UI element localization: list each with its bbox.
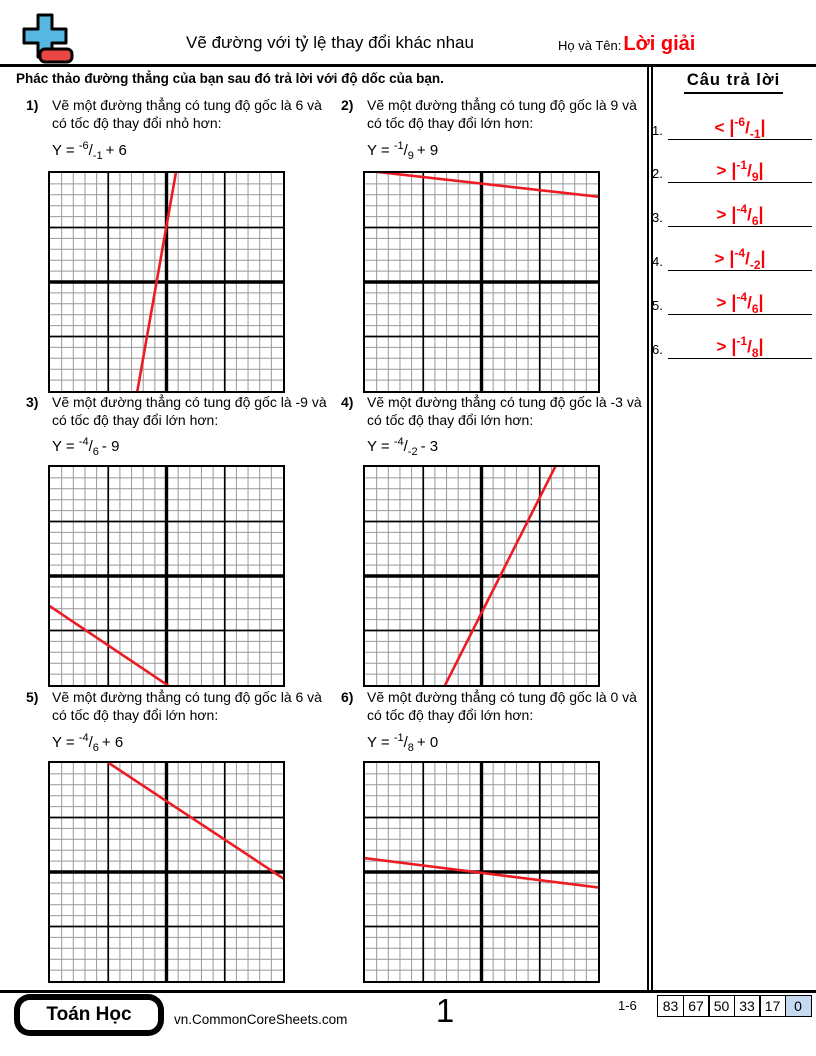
answer-number: 1. [652,123,663,138]
problem-number: 3) [26,394,39,410]
problem-equation: $Y = ^{-4}/_6 - 9$ [52,436,120,458]
problem-number: 6) [341,689,354,705]
minus-icon [40,49,72,62]
answer-value-1: < $|^{-6}/_{-1}|$ [714,115,766,141]
graph-grid-3 [48,465,285,687]
graph-grid-6 [363,761,600,983]
score-table [657,995,812,1017]
answer-value-2: > $|^{-1}/_9|$ [716,158,764,184]
instruction-text: Phác thảo đường thẳng của bạn sau đó trả lời với độ dốc của bạn. [16,71,444,86]
subject-badge-label: Toán Học [18,998,160,1032]
answer-number: 2. [652,166,663,181]
problem-number: 5) [26,689,39,705]
page-title: Vẽ đường với tỷ lệ thay đổi khác nhau [186,33,474,52]
answers-header: Câu trả lời [655,71,812,94]
score-range-label: 1-6 [618,998,637,1013]
answer-number: 5. [652,298,663,313]
answer-number: 4. [652,254,663,269]
problem-equation: $Y = ^{-1}/_8 + 0$ [367,732,439,754]
problem-equation: $Y = ^{-1}/_9 + 9$ [367,140,439,162]
graph-grid-2 [363,171,600,393]
answer-value-4: > $|^{-4}/_{-2}|$ [714,246,766,272]
answer-number: 3. [652,210,663,225]
score-cell-highlighted: 0 [785,995,812,1017]
answer-value-5: > $|^{-4}/_6|$ [716,290,764,316]
commoncoresheets-logo [14,11,78,67]
problem-text: Vẽ một đường thẳng có tung độ gốc là -9 và có tốc độ thay đổi lớn hơn: [52,394,327,428]
answer-blank-2 [668,146,812,183]
score-cell: 83 [657,995,684,1017]
column-divider [647,67,653,990]
graph-grid-5 [48,761,285,983]
problem-equation: $Y = ^{-4}/_{-2} - 3$ [367,436,439,458]
problem-text: Vẽ một đường thẳng có tung độ gốc là -3 và có tốc độ thay đổi lớn hơn: [367,394,642,428]
answer-value-3: > $|^{-4}/_6|$ [716,202,764,228]
score-cell: 67 [683,995,710,1017]
problem-text: Vẽ một đường thẳng có tung độ gốc là 6 và có tốc độ thay đổi lớn hơn: [52,689,322,723]
answer-blank-3 [668,190,812,227]
subject-badge [14,994,164,1036]
name-label: Họ và Tên: [558,38,622,53]
website-text: vn.CommonCoreSheets.com [174,1012,348,1027]
graph-grid-4 [363,465,600,687]
problem-equation: $Y = ^{-6}/_{-1} + 6$ [52,140,127,162]
score-cell: 33 [734,995,761,1017]
header-rule [0,64,816,67]
page-number: 1 [435,992,455,1029]
answer-value-6: > $|^{-1}/_8|$ [716,334,764,360]
problem-number: 4) [341,394,354,410]
name-line [558,33,695,56]
problem-text: Vẽ một đường thẳng có tung độ gốc là 0 và có tốc độ thay đổi lớn hơn: [367,689,637,723]
problem-equation: $Y = ^{-4}/_6 + 6$ [52,732,124,754]
answer-number: 6. [652,342,663,357]
answer-blank-6 [668,322,812,359]
problem-text: Vẽ một đường thẳng có tung độ gốc là 6 và có tốc độ thay đổi nhỏ hơn: [52,97,322,131]
answer-key-label: Lời giải [623,33,696,55]
score-cell: 17 [759,995,786,1017]
answer-blank-1 [668,103,812,140]
answer-blank-4 [668,234,812,271]
answer-blank-5 [668,278,812,315]
score-cell: 50 [708,995,735,1017]
graph-grid-1 [48,171,285,393]
problem-number: 1) [26,97,39,113]
problem-text: Vẽ một đường thẳng có tung độ gốc là 9 và có tốc độ thay đổi lớn hơn: [367,97,637,131]
problem-number: 2) [341,97,354,113]
